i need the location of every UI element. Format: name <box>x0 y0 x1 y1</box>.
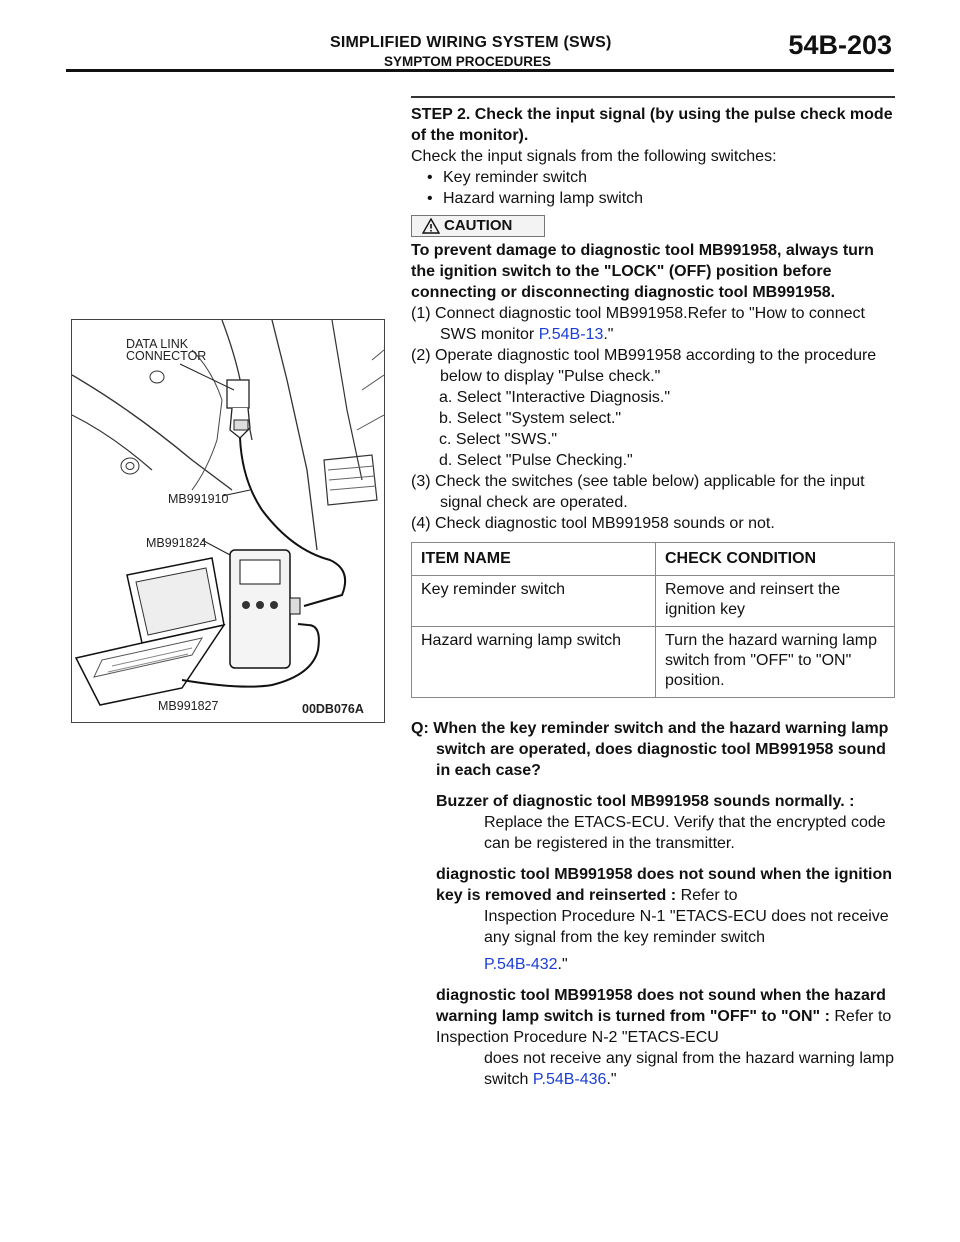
answer-link-line <box>484 954 895 975</box>
step-rule <box>411 96 895 98</box>
question-label: Q: <box>411 719 429 737</box>
sub-letter: c. <box>439 430 452 448</box>
warning-triangle-icon <box>422 218 440 234</box>
item-number: (2) <box>411 346 431 364</box>
header-subtitle: SYMPTOM PROCEDURES <box>384 54 552 69</box>
column-header-check-condition: CHECK CONDITION <box>656 542 895 575</box>
item-number: (4) <box>411 514 431 532</box>
caution-label: CAUTION <box>444 217 513 234</box>
label-cable-mb991910: MB991910 <box>168 492 229 506</box>
answer-condition: diagnostic tool MB991958 does not sound when the hazard warning lamp switch is turned from "OFF" to "ON" : <box>436 986 886 1025</box>
header-section-title: SIMPLIFIED WIRING SYSTEM (SWS) <box>330 34 612 51</box>
caution-box <box>411 215 545 237</box>
table-cell: Key reminder switch <box>412 575 656 626</box>
step-item-1 <box>411 303 895 345</box>
label-connector: CONNECTOR <box>126 349 207 363</box>
item-number: (1) <box>411 304 431 322</box>
question-answer-block <box>411 718 895 1090</box>
table-header-row <box>412 542 895 575</box>
check-condition-table <box>411 542 895 698</box>
item-number: (3) <box>411 472 431 490</box>
answer-3 <box>436 985 895 1090</box>
step-item-3 <box>411 471 895 513</box>
sub-text: Select "Interactive Diagnosis." <box>456 388 671 406</box>
answer-action: Replace the ETACS-ECU. Verify that the encrypted code can be registered in the transmitter. <box>484 813 886 852</box>
answer-lead: Refer to <box>680 886 738 904</box>
column-header-item-name: ITEM NAME <box>412 542 656 575</box>
caution-text: To prevent damage to diagnostic tool MB991958, always turn the ignition switch to the "LOCK" (OFF) position before connecting or disconnecting diagnostic tool MB991958. <box>411 241 874 301</box>
figure-code: 00DB076A <box>302 702 364 716</box>
label-data-link: DATA LINK <box>126 337 189 351</box>
sub-letter: b. <box>439 409 453 427</box>
step-item-2 <box>411 345 895 387</box>
answer-text-end: ." <box>557 955 568 973</box>
answer-action <box>484 906 895 948</box>
table-cell: Remove and reinsert the ignition key <box>656 575 895 626</box>
sub-text: Select "Pulse Checking." <box>456 451 633 469</box>
sub-text: Select "SWS." <box>455 430 558 448</box>
link-p54b-13[interactable]: P.54B-13 <box>538 325 604 343</box>
sub-letter: d. <box>439 451 453 469</box>
table-row <box>412 626 895 697</box>
item-text-end: ." <box>603 325 614 343</box>
sub-item-c <box>411 429 895 450</box>
step-heading: STEP 2. Check the input signal (by using the pulse check mode of the monitor). <box>411 105 893 144</box>
item-text: Connect diagnostic tool MB991958.Refer to "How to connect SWS monitor <box>435 304 865 343</box>
answer-condition: diagnostic tool MB991958 does not sound when the ignition key is removed and reinserted : <box>436 865 893 904</box>
item-text: Operate diagnostic tool MB991958 according to the procedure below to display "Pulse check." <box>435 346 877 385</box>
sub-item-d <box>411 450 895 471</box>
answer-text-end: ." <box>606 1070 617 1088</box>
sub-text: Select "System select." <box>456 409 622 427</box>
link-p54b-432[interactable]: P.54B-432 <box>484 955 558 973</box>
bullet-key-reminder: • Key reminder switch <box>411 167 895 188</box>
wiring-illustration <box>71 319 385 723</box>
answer-2 <box>436 864 895 975</box>
table-cell: Hazard warning lamp switch <box>412 626 656 697</box>
header-rule <box>66 69 894 72</box>
label-tool-mb991824: MB991824 <box>146 536 207 550</box>
table-row <box>412 575 895 626</box>
answer-text: does not receive any signal from the hazard warning lamp switch <box>484 1049 894 1088</box>
table-cell: Turn the hazard warning lamp switch from "OFF" to "ON" position. <box>656 626 895 697</box>
answer-condition: Buzzer of diagnostic tool MB991958 sounds normally. : <box>436 792 855 810</box>
label-laptop-mb991827: MB991827 <box>158 699 219 713</box>
sub-letter: a. <box>439 388 453 406</box>
step-item-4 <box>411 513 895 534</box>
bullet-hazard-lamp: • Hazard warning lamp switch <box>411 188 895 209</box>
step-intro: Check the input signals from the following switches: <box>411 147 777 165</box>
answer-text: Inspection Procedure N-1 "ETACS-ECU does not receive any signal from the key reminder switch <box>484 907 889 946</box>
answer-1 <box>436 791 895 854</box>
question-text: When the key reminder switch and the hazard warning lamp switch are operated, does diagnostic tool MB991958 sound in each case? <box>433 719 889 779</box>
question <box>411 718 895 781</box>
answer-action <box>484 1048 895 1090</box>
sub-item-b <box>411 408 895 429</box>
page-number: 54B-203 <box>788 30 892 60</box>
sub-item-a <box>411 387 895 408</box>
link-p54b-436[interactable]: P.54B-436 <box>532 1070 607 1088</box>
answer-lead: Refer to Inspection Procedure N-2 "ETACS-ECU <box>436 1007 892 1046</box>
connection-diagram <box>72 320 384 722</box>
item-text: Check the switches (see table below) applicable for the input signal check are operated. <box>435 472 865 511</box>
procedure-column <box>411 96 895 1090</box>
item-text: Check diagnostic tool MB991958 sounds or not. <box>435 514 775 532</box>
